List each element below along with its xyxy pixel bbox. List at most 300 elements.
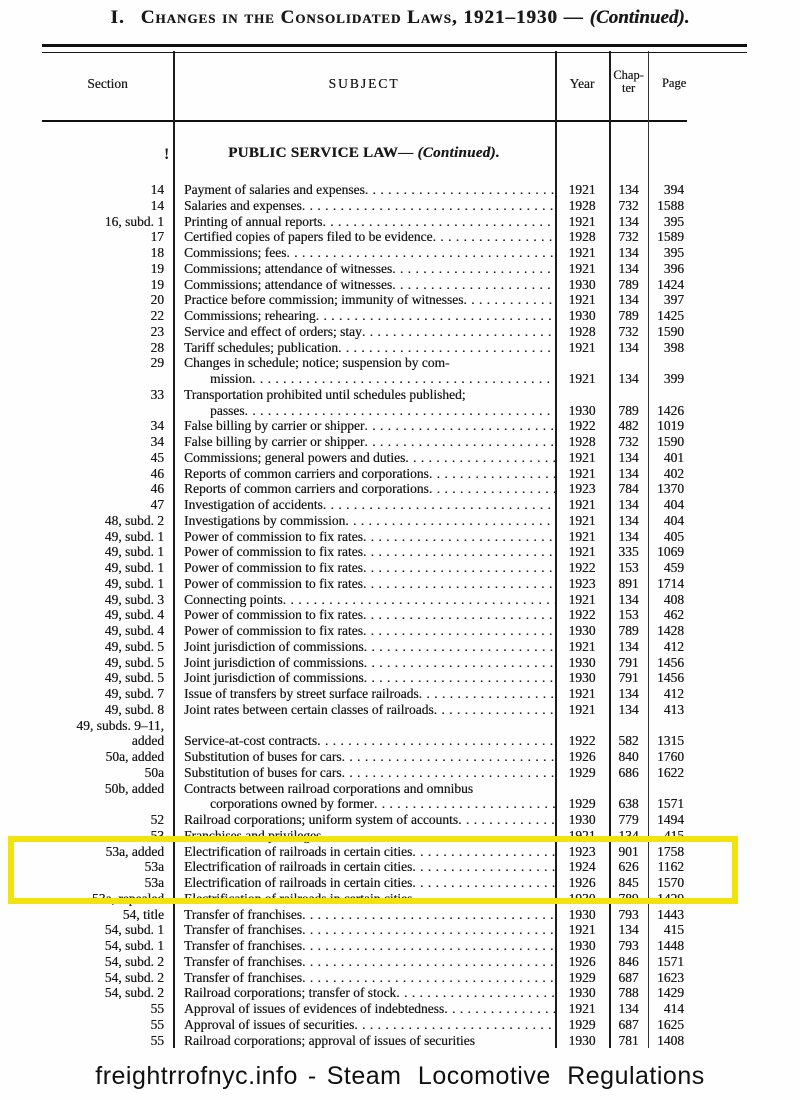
subject-text: Printing of annual reports — [184, 213, 323, 229]
chapter-cell: 582 — [618, 733, 639, 749]
year-cell: 1921 — [568, 449, 596, 465]
subject-cell — [173, 670, 555, 686]
year-cell: 1921 — [568, 638, 596, 654]
subject-text: Joint jurisdiction of commissions — [184, 670, 364, 686]
chapter-cell: 134 — [618, 497, 639, 512]
year-cell: 1922 — [568, 733, 596, 749]
table-row — [42, 497, 740, 513]
page-cell: 1590 — [657, 323, 684, 339]
subject-cell — [173, 576, 555, 592]
section-cell: 28 — [150, 339, 164, 355]
subject-cell — [173, 828, 555, 844]
page-cell: 1625 — [657, 1016, 684, 1032]
dot-leader — [458, 812, 555, 828]
table-row — [42, 513, 740, 529]
subject-text: Substitution of buses for cars — [184, 764, 342, 780]
table-row — [42, 954, 740, 970]
dot-leader — [363, 544, 555, 560]
table-row — [42, 355, 740, 371]
dot-leader — [412, 859, 555, 875]
table-row — [42, 844, 740, 860]
year-cell: 1930 — [568, 670, 596, 686]
table-row — [42, 781, 740, 797]
section-cell: 55 — [150, 1032, 164, 1048]
subject-cell — [173, 450, 555, 466]
section-cell: 53a, repealed — [92, 890, 164, 906]
chapter-cell: 845 — [618, 875, 639, 890]
page-cell: 462 — [663, 607, 684, 623]
subject-text: Transfer of franchises — [184, 969, 302, 985]
table-row — [42, 529, 740, 545]
subject-text: Substitution of buses for cars — [184, 749, 342, 764]
chapter-cell: 134 — [618, 339, 639, 355]
chapter-cell: 789 — [618, 402, 639, 418]
section-cell: 34 — [150, 434, 164, 449]
section-cell: 49, subd. 5 — [104, 654, 164, 670]
year-cell: 1922 — [568, 560, 596, 575]
subject-cell — [173, 970, 555, 986]
dot-leader — [321, 828, 555, 844]
dot-leader — [316, 308, 555, 324]
year-cell: 1928 — [568, 197, 596, 213]
group-heading-text: PUBLIC SERVICE LAW— — [228, 145, 414, 161]
year-cell: 1923 — [568, 575, 596, 591]
table-row — [42, 655, 740, 671]
subject-text: Railroad corporations; transfer of stock — [184, 985, 397, 1001]
subject-text: Commissions; attendance of witnesses — [184, 276, 393, 292]
section-cell: 55 — [150, 1016, 164, 1032]
dot-leader — [412, 844, 555, 860]
dot-leader — [433, 229, 555, 245]
page-cell: 408 — [663, 591, 684, 607]
subject-text: Transportation prohibited until schedules published; — [184, 386, 466, 402]
subject-text: Contracts between railroad corporations and omnibus — [184, 780, 474, 796]
subject-text: Transfer of franchises — [184, 906, 302, 922]
year-cell: 1930 — [568, 308, 596, 323]
chapter-cell: 788 — [618, 985, 639, 1001]
subject-cell — [173, 529, 555, 545]
chapter-cell: 134 — [618, 213, 639, 229]
year-cell: 1930 — [568, 276, 596, 292]
page-cell: 1370 — [657, 481, 684, 497]
subject-cell — [173, 466, 555, 482]
subject-text: Payment of salaries and expenses — [184, 182, 365, 197]
year-cell — [555, 387, 609, 403]
year-cell: 1921 — [568, 497, 596, 512]
section-cell: 54, subd. 1 — [104, 938, 164, 953]
subject-cell — [173, 544, 555, 560]
dot-leader — [338, 340, 555, 356]
dot-leader — [342, 749, 556, 765]
subject-cell — [173, 781, 555, 797]
subject-text: Power of commission to fix rates — [184, 607, 363, 623]
section-cell: 53a, added — [105, 843, 164, 859]
chapter-cell: 134 — [618, 591, 639, 607]
table-row — [42, 371, 740, 387]
page-cell: 404 — [663, 512, 684, 528]
section-cell: added — [131, 733, 164, 749]
dot-leader — [392, 277, 555, 293]
year-cell: 1930 — [568, 402, 596, 418]
table-row — [42, 970, 740, 986]
dot-leader — [364, 639, 555, 655]
subject-cell — [173, 371, 555, 387]
subject-text: Approval of issues of securities — [184, 1016, 355, 1032]
caption — [0, 1062, 800, 1091]
year-cell: 1923 — [568, 843, 596, 859]
page-cell — [648, 355, 740, 371]
table-row — [42, 733, 740, 749]
section-cell: 50b, added — [104, 780, 164, 796]
dot-leader — [302, 938, 555, 954]
subject-cell — [173, 324, 555, 340]
subject-text: Joint jurisdiction of commissions — [184, 654, 364, 670]
chapter-cell: 732 — [618, 229, 639, 245]
subject-text: Joint rates between certain classes of railroads — [184, 701, 434, 717]
table-row — [42, 828, 740, 844]
dot-leader — [354, 1017, 555, 1033]
column-header-page: Page — [661, 76, 687, 90]
subject-cell — [173, 214, 555, 230]
subject-cell — [173, 403, 555, 419]
year-cell — [555, 355, 609, 371]
chapter-cell — [609, 387, 648, 403]
chapter-cell: 791 — [618, 670, 639, 686]
section-cell: 14 — [150, 182, 164, 197]
subject-cell — [173, 796, 555, 812]
subject-cell — [173, 812, 555, 828]
page-cell: 1589 — [657, 229, 684, 245]
section-cell: 52 — [150, 812, 164, 827]
year-cell: 1926 — [568, 875, 596, 890]
chapter-cell: 846 — [618, 953, 639, 969]
year-cell: 1921 — [568, 922, 596, 938]
table-row — [42, 576, 740, 592]
subject-text: Reports of common carriers and corporations — [184, 465, 429, 481]
section-cell: 49, subd. 1 — [104, 528, 164, 544]
page-cell: 395 — [663, 213, 684, 229]
table-body-rows — [42, 182, 740, 1048]
page-cell: 1758 — [657, 843, 684, 859]
subject-text: Electrification of railroads in certain cities — [184, 859, 413, 875]
page-cell: 1408 — [657, 1032, 684, 1048]
year-cell: 1930 — [568, 654, 596, 670]
chapter-cell: 638 — [618, 796, 639, 812]
page-cell: 1162 — [657, 859, 684, 875]
subject-cell — [173, 1033, 555, 1049]
table-row — [42, 1001, 740, 1017]
dot-leader — [323, 497, 555, 513]
subject-cell — [173, 623, 555, 639]
subject-text: Connecting points — [184, 591, 283, 607]
page-cell: 397 — [663, 292, 684, 308]
table-row — [42, 891, 740, 907]
subject-cell — [173, 340, 555, 356]
dot-leader — [364, 670, 555, 686]
table-row — [42, 592, 740, 608]
year-cell: 1930 — [568, 985, 596, 1001]
subject-cell — [173, 875, 555, 891]
section-cell: 49, subd. 1 — [104, 575, 164, 591]
title-continued: (Continued). — [589, 7, 690, 28]
page-cell: 1315 — [657, 733, 684, 749]
page-cell — [648, 387, 740, 403]
section-cell: 22 — [150, 308, 164, 323]
year-cell: 1921 — [568, 701, 596, 717]
dot-leader — [345, 513, 555, 529]
subject-cell — [173, 387, 555, 403]
chapter-cell: 891 — [618, 575, 639, 591]
page-cell: 1570 — [657, 875, 684, 890]
table-row — [42, 481, 740, 497]
subject-cell — [173, 702, 555, 718]
chapter-cell — [609, 718, 648, 734]
subject-cell — [173, 859, 555, 875]
chapter-cell: 687 — [618, 969, 639, 985]
page-cell: 1448 — [657, 938, 684, 953]
chapter-cell: 134 — [618, 1001, 639, 1016]
subject-cell — [173, 513, 555, 529]
chapter-cell: 686 — [618, 764, 639, 780]
subject-cell — [173, 938, 555, 954]
page-title — [0, 7, 800, 29]
subject-cell — [173, 198, 555, 214]
subject-cell — [173, 182, 555, 198]
dot-leader — [362, 324, 555, 340]
year-cell — [555, 718, 609, 734]
table-row — [42, 670, 740, 686]
table-row — [42, 261, 740, 277]
year-cell: 1922 — [568, 607, 596, 623]
subject-text: Service and effect of orders; stay — [184, 323, 362, 339]
chapter-cell: 784 — [618, 481, 639, 497]
chapter-cell: 901 — [618, 843, 639, 859]
dot-leader — [365, 182, 555, 198]
year-cell: 1921 — [568, 544, 596, 560]
year-cell: 1930 — [568, 623, 596, 638]
year-cell: 1928 — [568, 229, 596, 245]
subject-text: Investigation of accidents — [184, 497, 323, 512]
chapter-cell: 134 — [618, 528, 639, 544]
year-cell: 1928 — [568, 323, 596, 339]
table-row — [42, 907, 740, 923]
column-header-chapter-line1: Chap- — [613, 68, 644, 82]
dot-leader — [429, 481, 555, 497]
dot-leader — [322, 214, 555, 230]
page-cell: 1456 — [657, 654, 684, 670]
page-cell: 412 — [663, 686, 684, 701]
chapter-cell: 134 — [618, 638, 639, 654]
subject-cell — [173, 229, 555, 245]
subject-cell — [173, 891, 555, 907]
page-cell: 1425 — [657, 308, 684, 323]
chapter-cell: 840 — [618, 749, 639, 764]
year-cell: 1923 — [568, 481, 596, 497]
section-cell: 49, subd. 4 — [104, 607, 164, 623]
page-cell: 1494 — [657, 812, 684, 827]
subject-text: Investigations by commission — [184, 512, 346, 528]
table-row — [42, 718, 740, 734]
chapter-cell: 134 — [618, 686, 639, 701]
table-row — [42, 607, 740, 623]
section-cell: 54, subd. 1 — [104, 922, 164, 938]
dot-leader — [412, 875, 555, 891]
chapter-cell: 134 — [618, 449, 639, 465]
caption-text: Steam Locomotive Regulations — [326, 1062, 705, 1090]
section-cell: 16, subd. 1 — [104, 213, 164, 229]
page-cell: 395 — [663, 245, 684, 260]
page-cell: 1428 — [657, 623, 684, 638]
page-cell: 402 — [663, 465, 684, 481]
year-cell: 1929 — [568, 796, 596, 812]
table-row — [42, 245, 740, 261]
section-cell: 55 — [150, 1001, 164, 1016]
page-cell: 1443 — [657, 906, 684, 922]
table-row — [42, 450, 740, 466]
section-cell: 34 — [150, 418, 164, 434]
page-cell: 1429 — [657, 985, 684, 1001]
subject-cell — [173, 497, 555, 513]
subject-cell — [173, 733, 555, 749]
table-row — [42, 340, 740, 356]
caption-site: freightrrofnyc.info — [95, 1062, 298, 1090]
dot-leader — [396, 985, 555, 1001]
dot-leader — [363, 607, 555, 623]
subject-text: Commissions; fees — [184, 245, 287, 260]
group-heading-continued: (Continued). — [417, 145, 500, 161]
table-row — [42, 639, 740, 655]
chapter-cell: 134 — [618, 182, 639, 197]
chapter-cell: 789 — [618, 276, 639, 292]
dot-leader — [463, 292, 555, 308]
dot-leader — [317, 733, 555, 749]
section-cell: 19 — [150, 276, 164, 292]
subject-cell — [173, 765, 555, 781]
subject-text: Service-at-cost contracts — [184, 733, 318, 749]
year-cell: 1929 — [568, 1016, 596, 1032]
table-row — [42, 182, 740, 198]
dot-leader — [363, 576, 555, 592]
column-header-section: Section — [87, 76, 128, 91]
subject-cell — [173, 954, 555, 970]
page-cell: 396 — [663, 260, 684, 276]
subject-text: Commissions; general powers and duties — [184, 449, 406, 465]
subject-text: False billing by carrier or shipper — [184, 418, 365, 434]
year-cell: 1921 — [568, 1001, 596, 1016]
section-cell: 50a, added — [105, 749, 164, 764]
table-row — [42, 387, 740, 403]
page-cell: 1623 — [657, 969, 684, 985]
table-top-rule — [42, 44, 747, 53]
subject-text: Power of commission to fix rates — [184, 560, 363, 575]
page-cell: 404 — [663, 497, 684, 512]
chapter-cell: 153 — [618, 560, 639, 575]
group-heading — [173, 145, 555, 162]
subject-text: Salaries and expenses — [184, 197, 302, 213]
section-cell: 19 — [150, 260, 164, 276]
chapter-cell — [609, 355, 648, 371]
dot-leader — [302, 907, 555, 923]
table-row — [42, 198, 740, 214]
section-cell: 49, subds. 9–11, — [76, 717, 164, 733]
dot-leader — [283, 592, 555, 608]
subject-text: Railroad corporations; approval of issues of securities — [184, 1032, 475, 1048]
subject-cell — [173, 844, 555, 860]
section-cell: 47 — [150, 497, 164, 512]
subject-text: Certified copies of papers filed to be evidence — [184, 229, 433, 245]
section-cell: 54, subd. 2 — [104, 953, 164, 969]
table-row — [42, 749, 740, 765]
page-cell: 1426 — [657, 402, 684, 418]
chapter-cell: 134 — [618, 512, 639, 528]
subject-text: corporations owned by former — [210, 796, 374, 812]
table-row — [42, 859, 740, 875]
section-cell: 29 — [150, 355, 164, 371]
table-row — [42, 623, 740, 639]
year-cell: 1930 — [568, 1032, 596, 1048]
year-cell: 1930 — [568, 906, 596, 922]
dot-leader — [342, 765, 556, 781]
title-numeral: I. — [110, 7, 125, 28]
section-cell: 49, subd. 5 — [104, 638, 164, 654]
page-cell: 1069 — [657, 544, 684, 560]
year-cell: 1921 — [568, 260, 596, 276]
subject-cell — [173, 592, 555, 608]
subject-cell — [173, 355, 555, 371]
subject-cell — [173, 292, 555, 308]
dot-leader — [364, 418, 555, 434]
scan-artifact-mark: ! — [164, 146, 170, 163]
chapter-cell: 134 — [618, 465, 639, 481]
table-row — [42, 324, 740, 340]
section-cell: 20 — [150, 292, 164, 308]
section-cell: 53a — [144, 859, 164, 875]
page-cell: 1456 — [657, 670, 684, 686]
subject-cell — [173, 607, 555, 623]
year-cell: 1921 — [568, 528, 596, 544]
chapter-cell: 134 — [618, 245, 639, 260]
section-cell: 46 — [150, 481, 164, 497]
page-cell: 412 — [663, 638, 684, 654]
subject-cell — [173, 481, 555, 497]
section-cell: 53a — [144, 875, 164, 890]
column-header-chapter-line2: ter — [621, 81, 636, 95]
section-cell: 54, subd. 2 — [104, 985, 164, 1001]
page-cell: 1588 — [657, 197, 684, 213]
page-cell: 415 — [663, 922, 684, 938]
subject-cell — [173, 560, 555, 576]
chapter-cell: 793 — [618, 906, 639, 922]
table-row — [42, 985, 740, 1001]
page-cell: 1429 — [657, 890, 684, 906]
dot-leader — [412, 891, 555, 907]
page-cell — [648, 781, 740, 797]
chapter-cell: 134 — [618, 371, 639, 386]
subject-text: Franchises and privileges — [184, 827, 322, 843]
dot-leader — [419, 686, 555, 702]
dot-leader — [444, 1001, 555, 1017]
year-cell: 1929 — [568, 764, 596, 780]
subject-cell — [173, 245, 555, 261]
subject-text: Power of commission to fix rates — [184, 623, 363, 638]
subject-cell — [173, 907, 555, 923]
year-cell: 1930 — [568, 938, 596, 953]
year-cell: 1924 — [568, 859, 596, 875]
section-cell: 49, subd. 1 — [104, 544, 164, 560]
section-cell: 33 — [150, 386, 164, 402]
year-cell: 1921 — [568, 465, 596, 481]
subject-text: Electrification of railroads in certain cities — [184, 843, 413, 859]
